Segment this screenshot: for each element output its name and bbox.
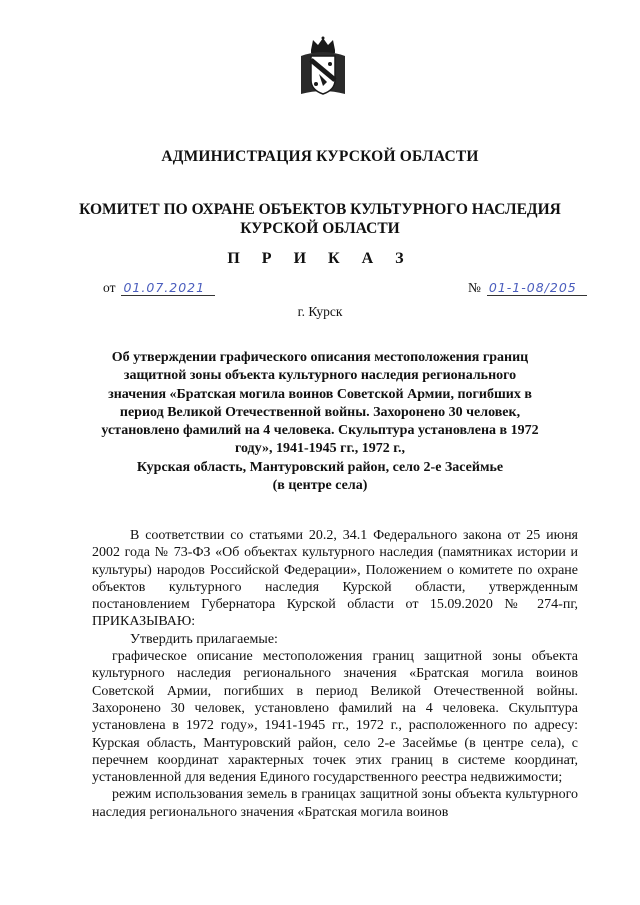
title-line: защитной зоны объекта культурного наследия регионального — [123, 368, 517, 384]
body-paragraph: В соответствии со статьями 20.2, 34.1 Федерального закона от 25 июня 2002 года № 73-ФЗ «Об объектах культурного наследия (памятниках истории и культуры) народов Российской Федерации», Положением о комитете по охране объектов культурного наследия Курской области, утвержденным постановлением Губернатора Курской области от 15.09.2020 № 274-пг, ПРИКАЗЫВАЮ: — [92, 528, 578, 630]
title-line: Об утверждении графического описания местоположения границ — [111, 350, 529, 365]
order-number — [468, 280, 587, 296]
number-prefix: № — [468, 280, 481, 295]
organization-name: АДМИНИСТРАЦИЯ КУРСКОЙ ОБЛАСТИ — [161, 148, 479, 165]
order-date — [103, 280, 215, 296]
title-line: Курская область, Мантуровский район, село 2-е Засеймье — [136, 459, 504, 475]
body-paragraph: графическое описание местоположения границ защитной зоны объекта культурного наследия регионального значения «Братская могила воинов Советской Армии, погибших в период Великой Отечественной войны. Захоронено 30 человек, установлено фамилий на 4 человека. Скульптура установлена в 1972 году», 1941-1945 гг., 1972 г., расположенного по адресу: Курская область, Мантуровский район, село 2-е Засеймье (в центре села), с перечнем координат характерных точек этих границ в системе координат, установленной для ведения Единого государственного реестра недвижимости; — [92, 649, 578, 786]
committee-line: КУРСКОЙ ОБЛАСТИ — [240, 220, 400, 237]
title-line: период Великой Отечественной войны. Захоронено 30 человек, — [119, 404, 521, 420]
coat-of-arms-icon — [297, 36, 349, 100]
body-paragraph: Утвердить прилагаемые: — [130, 631, 278, 647]
body-paragraph: режим использования земель в границах защитной зоны объекта культурного наследия регионального значения «Братская могила воинов — [92, 787, 578, 820]
title-line: установлено фамилий на 4 человека. Скульптура установлена в 1972 — [101, 423, 539, 439]
handwritten-date: 01.07.2021 — [121, 280, 215, 296]
committee-name — [0, 200, 640, 238]
title-line: году», 1941-1945 гг., 1972 г., — [234, 441, 406, 457]
committee-line: КОМИТЕТ ПО ОХРАНЕ ОБЪЕКТОВ КУЛЬТУРНОГО НАСЛЕДИЯ — [79, 201, 561, 218]
order-title — [82, 349, 558, 495]
city: г. Курск — [297, 304, 343, 319]
title-line: (в центре села) — [272, 478, 368, 494]
order-body — [92, 527, 578, 821]
title-line: значения «Братская могила воинов Советской Армии, погибших в — [108, 386, 532, 402]
date-prefix: от — [103, 280, 116, 295]
document-type: П Р И К А З — [227, 250, 413, 267]
handwritten-number: 01-1-08/205 — [487, 280, 587, 296]
